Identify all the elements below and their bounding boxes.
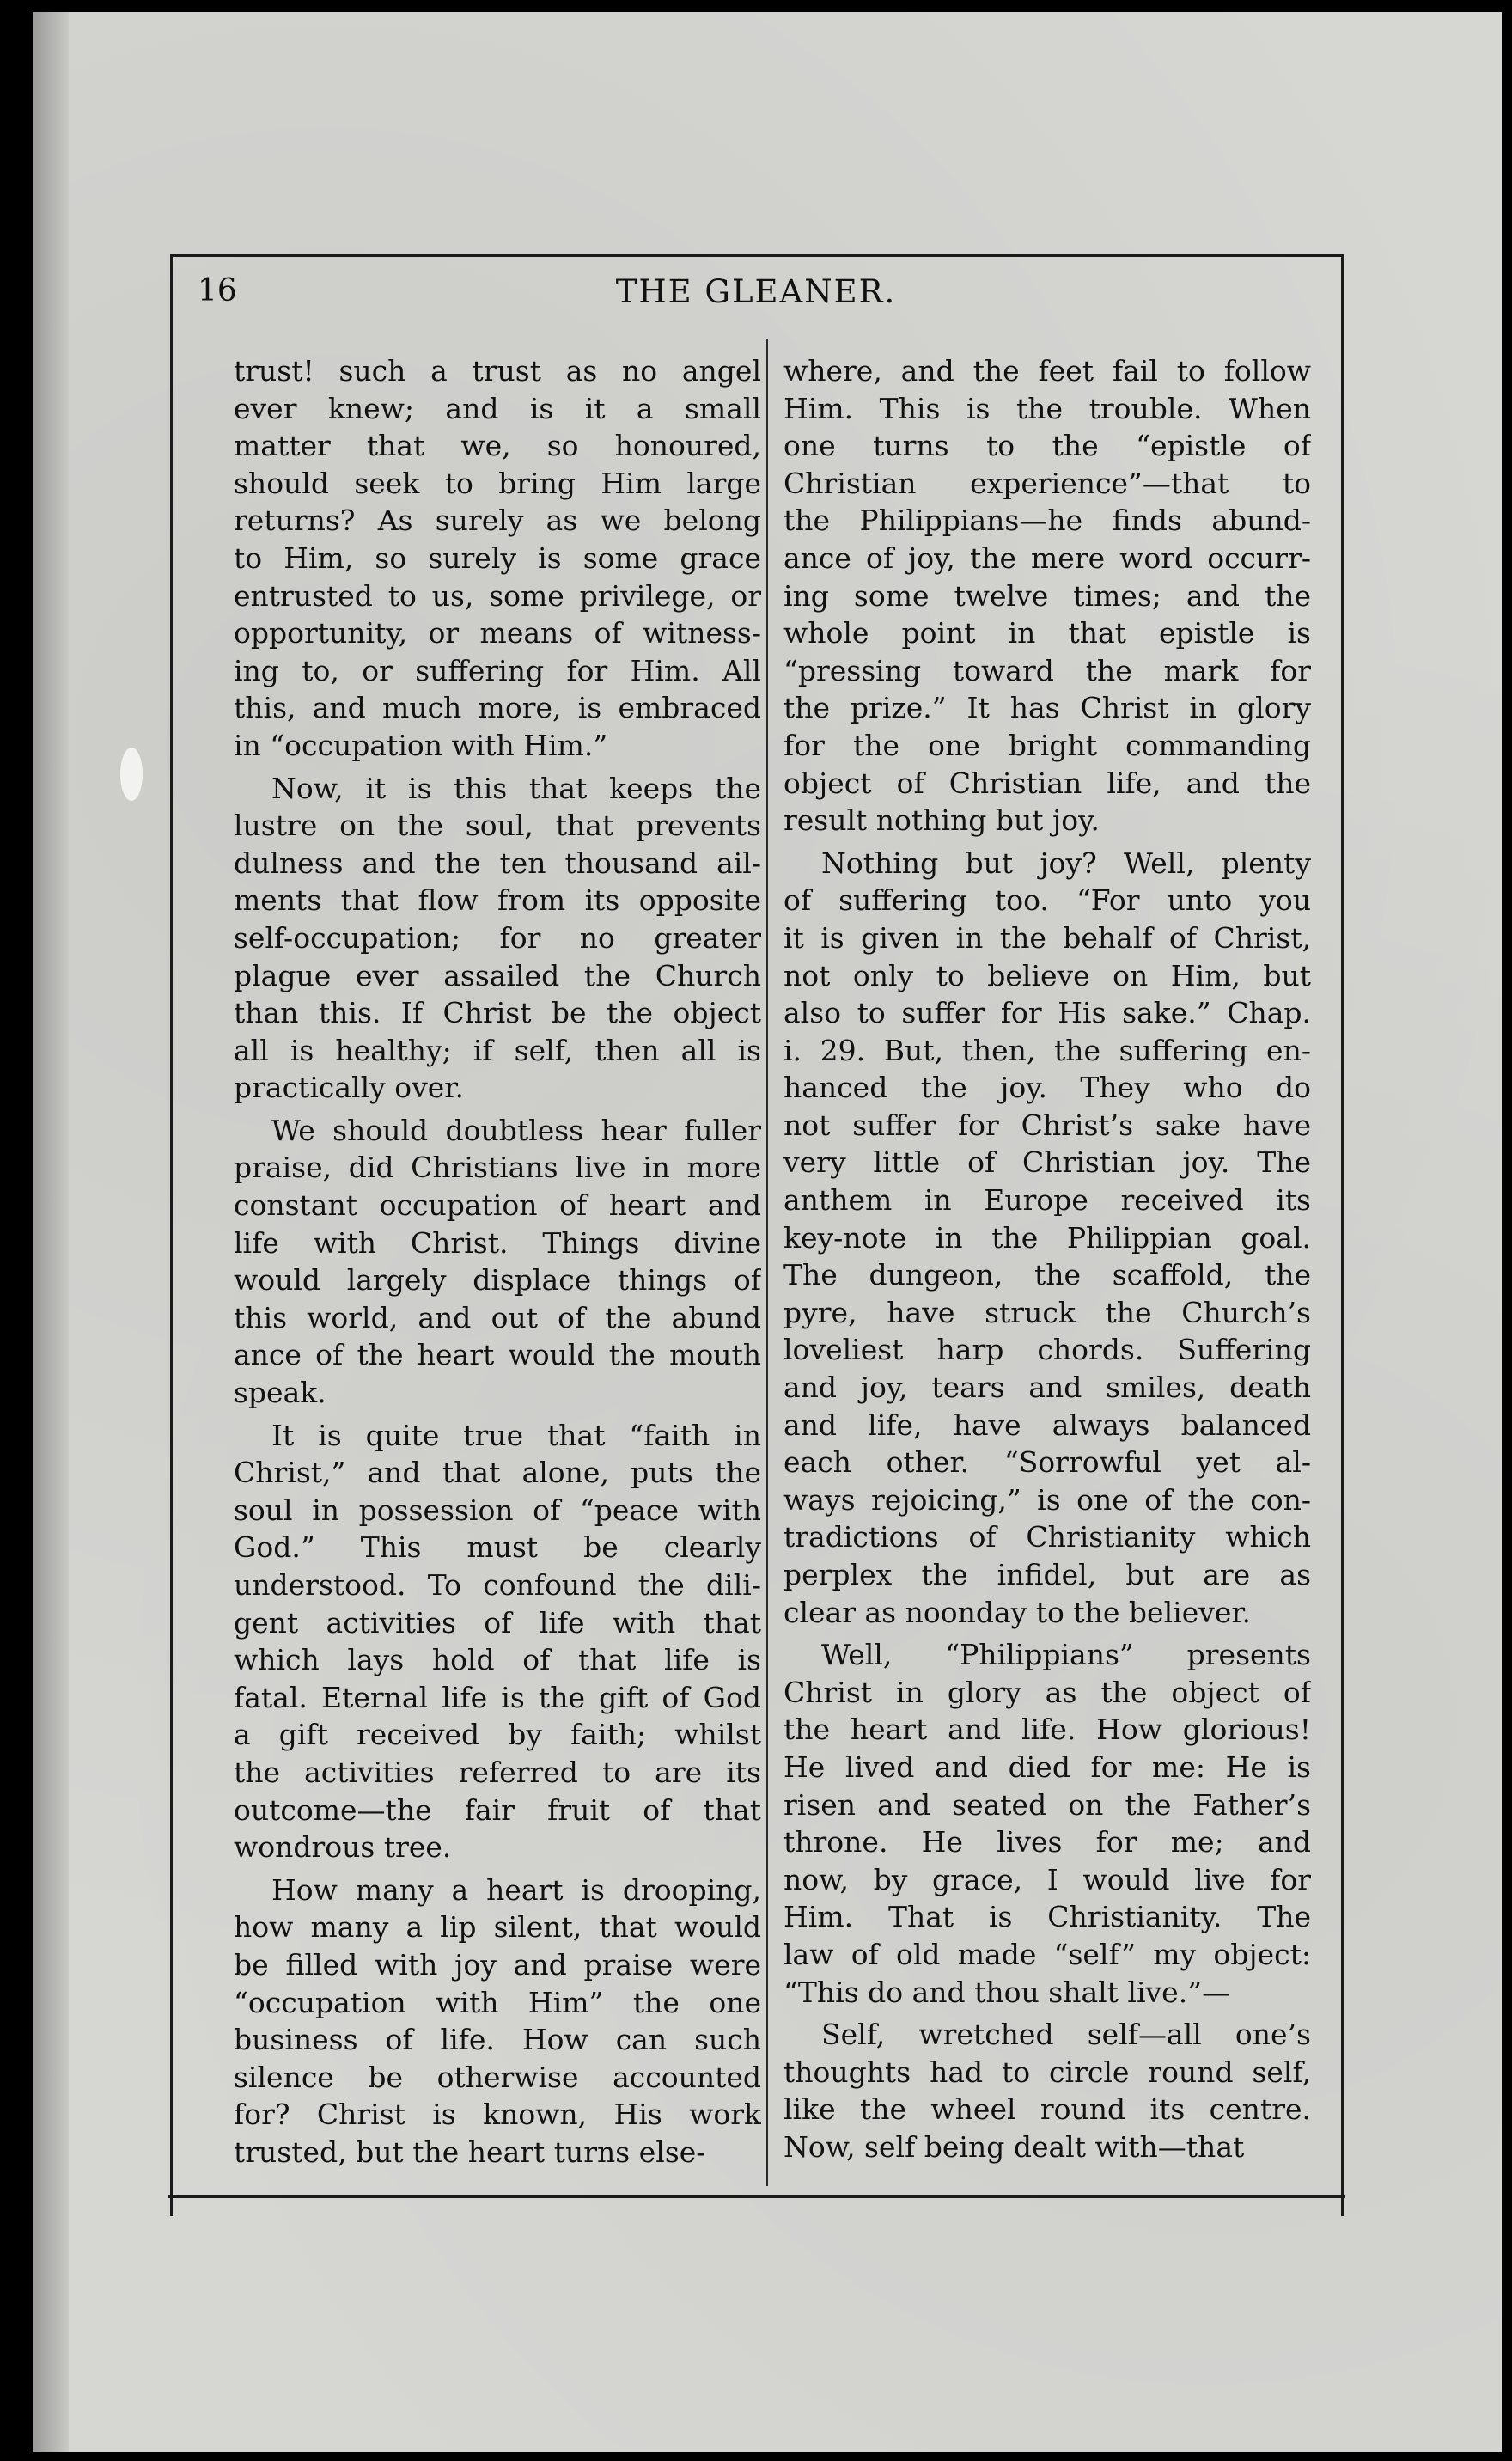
text-line: to Him, so surely is some grace (234, 540, 761, 575)
text-line: it is given in the behalf of Christ, (783, 920, 1311, 955)
text-line: law of old made “self” my object: (783, 1937, 1311, 1971)
text-line: the activities referred to are its (234, 1755, 761, 1789)
text-line: this, and much more, is embraced (234, 691, 761, 725)
text-line: trusted, but the heart turns else- (234, 2134, 706, 2169)
text-line: fatal. Eternal life is the gift of God (234, 1680, 761, 1714)
text-line: soul in possession of “peace with (234, 1493, 761, 1527)
text-line: “This do and thou shalt live.”— (783, 1975, 1231, 2009)
running-title: THE GLEANER. (615, 273, 897, 310)
paragraph (234, 1417, 761, 1866)
text-line: anthem in Europe received its (783, 1183, 1311, 1218)
paragraph (783, 1636, 1311, 2011)
binding-shadow (33, 12, 69, 2452)
text-line: for? Christ is known, His work (234, 2098, 761, 2132)
text-line: in “occupation with Him.” (234, 728, 608, 762)
text-line: where, and the feet fail to follow (783, 354, 1311, 388)
text-line: object of Christian life, and the (783, 766, 1311, 800)
text-line: Now, it is this that keeps the (271, 771, 761, 805)
text-line: Well, “Philippians” presents (821, 1638, 1311, 1672)
text-line: all is healthy; if self, then all is (234, 1033, 761, 1067)
text-line: now, by grace, I would live for (783, 1862, 1311, 1896)
right-column (783, 352, 1311, 2166)
text-line: clear as noonday to the believer. (783, 1595, 1252, 1629)
text-line: He lived and died for me: He is (783, 1750, 1311, 1784)
text-line: matter that we, so honoured, (234, 429, 761, 463)
text-line: and life, have always balanced (783, 1408, 1311, 1442)
text-line: self-occupation; for no greater (234, 920, 761, 955)
text-line: silence be otherwise accounted (234, 2060, 761, 2094)
text-line: speak. (234, 1376, 326, 1410)
text-line: ance of joy, the mere word occurr- (783, 540, 1311, 575)
text-line: returns? As surely as we belong (234, 504, 761, 538)
text-line: trust! such a trust as no angel (234, 354, 761, 388)
column-divider (766, 339, 768, 2186)
text-line: i. 29. But, then, the suffering en- (783, 1033, 1311, 1067)
text-line: It is quite true that “faith in (271, 1418, 761, 1452)
text-line: not only to believe on Him, but (783, 958, 1311, 992)
paragraph (783, 352, 1311, 840)
text-line: key-note in the Philippian goal. (783, 1220, 1311, 1255)
text-line: God.” This must be clearly (234, 1530, 761, 1565)
page-header (198, 273, 1314, 325)
paragraph (234, 1872, 761, 2171)
text-line: each other. “Sorrowful yet al- (783, 1445, 1311, 1480)
text-line: ance of the heart would the mouth (234, 1338, 761, 1372)
text-line: ways rejoicing,” is one of the con- (783, 1482, 1311, 1517)
text-line: thoughts had to circle round self, (783, 2055, 1311, 2089)
text-line: the prize.” It has Christ in glory (783, 691, 1311, 725)
page-number: 16 (198, 273, 237, 308)
text-line: not suffer for Christ’s sake have (783, 1108, 1311, 1142)
text-line: Self, wretched self—all one’s (821, 2018, 1311, 2052)
text-line: plague ever assailed the Church (234, 958, 761, 992)
text-line: like the wheel round its centre. (783, 2092, 1311, 2127)
paragraph (234, 352, 761, 765)
text-line: praise, did Christians live in more (234, 1151, 761, 1185)
text-line: risen and seated on the Father’s (783, 1787, 1311, 1822)
text-line: We should doubtless hear fuller (271, 1113, 761, 1147)
text-line: practically over. (234, 1071, 464, 1105)
text-line: Him. That is Christianity. The (783, 1900, 1311, 1934)
text-line: “occupation with Him” the one (234, 1985, 761, 2019)
text-line: whole point in that epistle is (783, 616, 1311, 650)
text-line: the Philippians—he finds abund- (783, 504, 1311, 538)
page-frame-bottom-rule (168, 2195, 1345, 2198)
text-line: outcome—the fair fruit of that (234, 1792, 761, 1827)
text-line: also to suffer for His sake.” Chap. (783, 996, 1311, 1030)
text-line: ever knew; and is it a small (234, 391, 761, 425)
text-line: result nothing but joy. (783, 803, 1100, 838)
text-line: Christian experience”—that to (783, 466, 1311, 500)
text-line: and joy, tears and smiles, death (783, 1371, 1311, 1405)
text-line: constant occupation of heart and (234, 1188, 761, 1223)
text-line: Now, self being dealt with—that (783, 2129, 1245, 2164)
text-line: Christ,” and that alone, puts the (234, 1456, 761, 1490)
text-line: opportunity, or means of witness- (234, 616, 761, 650)
text-line: gent activities of life with that (234, 1605, 761, 1640)
text-line: lustre on the soul, that prevents (234, 809, 761, 843)
paragraph (783, 845, 1311, 1631)
text-line: The dungeon, the scaffold, the (783, 1258, 1311, 1292)
text-line: of suffering too. “For unto you (783, 883, 1311, 918)
text-line: should seek to bring Him large (234, 466, 761, 500)
text-line: ments that flow from its opposite (234, 883, 761, 918)
text-line: perplex the infidel, but are as (783, 1558, 1311, 1591)
text-line: how many a lip silent, that would (234, 1910, 761, 1945)
text-line: loveliest harp chords. Suffering (783, 1333, 1311, 1367)
paper-blemish (120, 748, 143, 801)
text-line: ing some twelve times; and the (783, 578, 1311, 613)
text-line: ing to, or suffering for Him. All (234, 653, 761, 687)
text-line: understood. To confound the dili- (234, 1568, 761, 1602)
text-line: would largely displace things of (234, 1263, 761, 1298)
left-column (234, 352, 761, 2171)
text-line: hanced the joy. They who do (783, 1071, 1311, 1105)
paragraph (234, 1112, 761, 1412)
text-line: one turns to the “epistle of (783, 429, 1311, 463)
text-line: Him. This is the trouble. When (783, 391, 1311, 425)
paragraph (234, 770, 761, 1107)
text-line: Nothing but joy? Well, plenty (821, 846, 1311, 880)
text-line: entrusted to us, some privilege, or (234, 578, 761, 613)
text-line: Christ in glory as the object of (783, 1675, 1311, 1709)
paragraph (783, 2016, 1311, 2165)
text-line: “pressing toward the mark for (783, 653, 1311, 687)
text-line: be filled with joy and praise were (234, 1947, 761, 1982)
text-line: life with Christ. Things divine (234, 1225, 761, 1260)
text-line: How many a heart is drooping, (271, 1872, 761, 1907)
text-line: very little of Christian joy. The (783, 1145, 1311, 1180)
text-line: the heart and life. How glorious! (783, 1713, 1311, 1747)
text-line: dulness and the ten thousand ail- (234, 846, 761, 880)
text-line: tradictions of Christianity which (783, 1520, 1311, 1554)
text-line: throne. He lives for me; and (783, 1825, 1311, 1859)
text-line: pyre, have struck the Church’s (783, 1295, 1311, 1329)
text-line: which lays hold of that life is (234, 1643, 761, 1677)
text-line: for the one bright commanding (783, 728, 1311, 762)
text-line: a gift received by faith; whilst (234, 1718, 761, 1752)
text-line: business of life. How can such (234, 2023, 761, 2057)
text-line: this world, and out of the abund (234, 1300, 761, 1334)
text-line: than this. If Christ be the object (234, 996, 761, 1030)
text-line: wondrous tree. (234, 1830, 452, 1865)
